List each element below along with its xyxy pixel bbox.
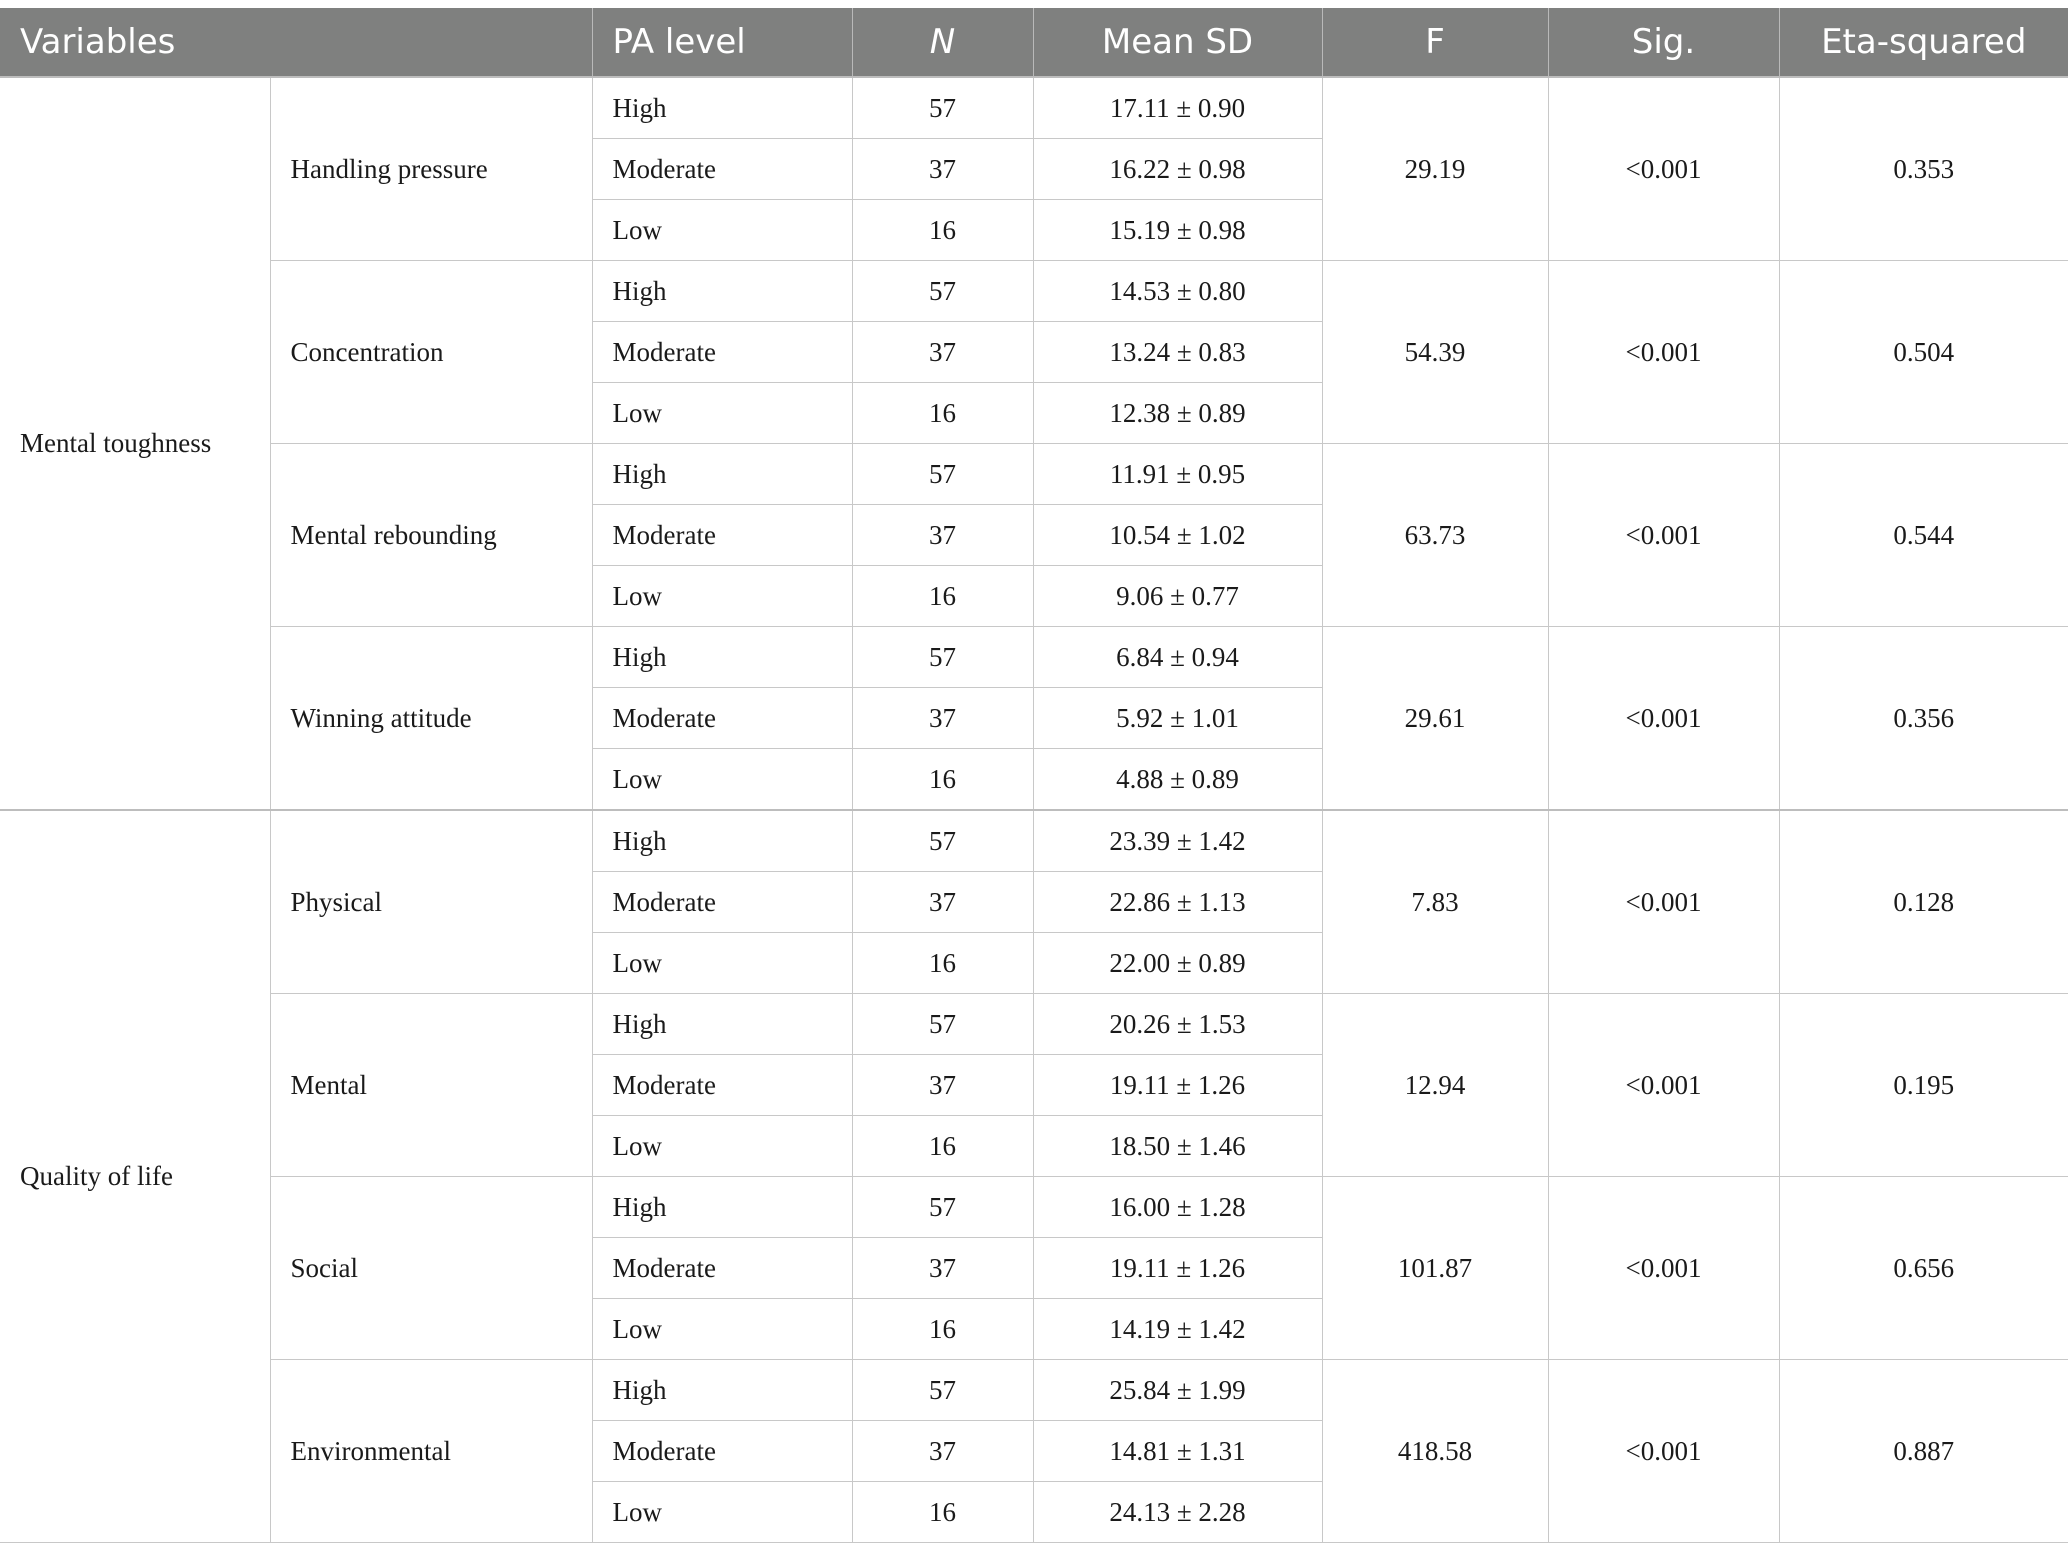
- n-cell: 57: [852, 444, 1033, 505]
- sig-cell: <0.001: [1548, 810, 1779, 994]
- f-cell: 7.83: [1322, 810, 1548, 994]
- n-cell: 37: [852, 1055, 1033, 1116]
- n-cell: 16: [852, 383, 1033, 444]
- table-row: [0, 1360, 2068, 1421]
- subscale-cell: Environmental: [270, 1360, 592, 1543]
- pa-level-cell: Low: [592, 383, 852, 444]
- table-row: [0, 1177, 2068, 1238]
- f-cell: 29.19: [1322, 77, 1548, 261]
- header-mean-sd: Mean SD: [1033, 8, 1322, 77]
- pa-level-cell: Moderate: [592, 1421, 852, 1482]
- mean-sd-cell: 14.53 ± 0.80: [1033, 261, 1322, 322]
- mean-sd-cell: 19.11 ± 1.26: [1033, 1238, 1322, 1299]
- mean-sd-cell: 17.11 ± 0.90: [1033, 77, 1322, 139]
- mean-sd-cell: 16.00 ± 1.28: [1033, 1177, 1322, 1238]
- pa-level-cell: Low: [592, 566, 852, 627]
- table-body: [0, 77, 2068, 1543]
- pa-level-cell: High: [592, 1360, 852, 1421]
- mean-sd-cell: 6.84 ± 0.94: [1033, 627, 1322, 688]
- n-cell: 16: [852, 1299, 1033, 1360]
- header-n: N: [852, 8, 1033, 77]
- variable-cell: Mental toughness: [0, 77, 270, 810]
- eta-cell: 0.544: [1779, 444, 2068, 627]
- sig-cell: <0.001: [1548, 994, 1779, 1177]
- table-row: [0, 444, 2068, 505]
- n-cell: 37: [852, 1421, 1033, 1482]
- sig-cell: <0.001: [1548, 1177, 1779, 1360]
- pa-level-cell: High: [592, 994, 852, 1055]
- pa-level-cell: Low: [592, 200, 852, 261]
- pa-level-cell: Moderate: [592, 688, 852, 749]
- eta-cell: 0.195: [1779, 994, 2068, 1177]
- header-eta-squared: Eta-squared: [1779, 8, 2068, 77]
- f-cell: 63.73: [1322, 444, 1548, 627]
- f-cell: 101.87: [1322, 1177, 1548, 1360]
- variable-cell: Quality of life: [0, 810, 270, 1543]
- subscale-cell: Physical: [270, 810, 592, 994]
- n-cell: 57: [852, 627, 1033, 688]
- subscale-cell: Winning attitude: [270, 627, 592, 811]
- n-cell: 37: [852, 688, 1033, 749]
- n-cell: 37: [852, 139, 1033, 200]
- pa-level-cell: Low: [592, 933, 852, 994]
- pa-level-cell: High: [592, 810, 852, 872]
- eta-cell: 0.353: [1779, 77, 2068, 261]
- header-pa-level: PA level: [592, 8, 852, 77]
- sig-cell: <0.001: [1548, 1360, 1779, 1543]
- pa-level-cell: Moderate: [592, 505, 852, 566]
- pa-level-cell: Moderate: [592, 139, 852, 200]
- eta-cell: 0.128: [1779, 810, 2068, 994]
- pa-level-cell: High: [592, 1177, 852, 1238]
- eta-cell: 0.356: [1779, 627, 2068, 811]
- mean-sd-cell: 18.50 ± 1.46: [1033, 1116, 1322, 1177]
- f-cell: 12.94: [1322, 994, 1548, 1177]
- pa-level-cell: Low: [592, 1116, 852, 1177]
- mean-sd-cell: 5.92 ± 1.01: [1033, 688, 1322, 749]
- mean-sd-cell: 16.22 ± 0.98: [1033, 139, 1322, 200]
- header-f: F: [1322, 8, 1548, 77]
- pa-level-cell: Low: [592, 749, 852, 811]
- mean-sd-cell: 10.54 ± 1.02: [1033, 505, 1322, 566]
- pa-level-cell: High: [592, 444, 852, 505]
- n-cell: 16: [852, 1116, 1033, 1177]
- mean-sd-cell: 19.11 ± 1.26: [1033, 1055, 1322, 1116]
- mean-sd-cell: 11.91 ± 0.95: [1033, 444, 1322, 505]
- mean-sd-cell: 20.26 ± 1.53: [1033, 994, 1322, 1055]
- f-cell: 54.39: [1322, 261, 1548, 444]
- sig-cell: <0.001: [1548, 444, 1779, 627]
- n-cell: 37: [852, 505, 1033, 566]
- mean-sd-cell: 22.00 ± 0.89: [1033, 933, 1322, 994]
- mean-sd-cell: 13.24 ± 0.83: [1033, 322, 1322, 383]
- pa-level-cell: Moderate: [592, 322, 852, 383]
- mean-sd-cell: 14.81 ± 1.31: [1033, 1421, 1322, 1482]
- mean-sd-cell: 4.88 ± 0.89: [1033, 749, 1322, 811]
- subscale-cell: Mental rebounding: [270, 444, 592, 627]
- mean-sd-cell: 14.19 ± 1.42: [1033, 1299, 1322, 1360]
- n-cell: 57: [852, 810, 1033, 872]
- table-row: [0, 994, 2068, 1055]
- mean-sd-cell: 24.13 ± 2.28: [1033, 1482, 1322, 1543]
- pa-level-cell: Moderate: [592, 872, 852, 933]
- mean-sd-cell: 25.84 ± 1.99: [1033, 1360, 1322, 1421]
- n-cell: 37: [852, 1238, 1033, 1299]
- pa-level-cell: Low: [592, 1299, 852, 1360]
- pa-level-cell: High: [592, 77, 852, 139]
- n-cell: 37: [852, 872, 1033, 933]
- eta-cell: 0.887: [1779, 1360, 2068, 1543]
- pa-level-cell: Moderate: [592, 1055, 852, 1116]
- n-cell: 57: [852, 261, 1033, 322]
- n-cell: 57: [852, 77, 1033, 139]
- n-cell: 16: [852, 933, 1033, 994]
- n-cell: 16: [852, 566, 1033, 627]
- eta-cell: 0.504: [1779, 261, 2068, 444]
- pa-level-cell: Low: [592, 1482, 852, 1543]
- results-table: [0, 8, 2068, 1543]
- n-cell: 16: [852, 749, 1033, 811]
- pa-level-cell: High: [592, 261, 852, 322]
- table-row: [0, 627, 2068, 688]
- mean-sd-cell: 23.39 ± 1.42: [1033, 810, 1322, 872]
- sig-cell: <0.001: [1548, 77, 1779, 261]
- subscale-cell: Social: [270, 1177, 592, 1360]
- f-cell: 418.58: [1322, 1360, 1548, 1543]
- pa-level-cell: Moderate: [592, 1238, 852, 1299]
- mean-sd-cell: 12.38 ± 0.89: [1033, 383, 1322, 444]
- eta-cell: 0.656: [1779, 1177, 2068, 1360]
- n-cell: 57: [852, 994, 1033, 1055]
- n-cell: 57: [852, 1360, 1033, 1421]
- n-cell: 16: [852, 200, 1033, 261]
- subscale-cell: Concentration: [270, 261, 592, 444]
- subscale-cell: Mental: [270, 994, 592, 1177]
- n-cell: 37: [852, 322, 1033, 383]
- mean-sd-cell: 15.19 ± 0.98: [1033, 200, 1322, 261]
- header-sig: Sig.: [1548, 8, 1779, 77]
- table-row: [0, 261, 2068, 322]
- sig-cell: <0.001: [1548, 261, 1779, 444]
- table-row: [0, 810, 2068, 872]
- f-cell: 29.61: [1322, 627, 1548, 811]
- header-row: [0, 8, 2068, 77]
- pa-level-cell: High: [592, 627, 852, 688]
- mean-sd-cell: 9.06 ± 0.77: [1033, 566, 1322, 627]
- mean-sd-cell: 22.86 ± 1.13: [1033, 872, 1322, 933]
- subscale-cell: Handling pressure: [270, 77, 592, 261]
- n-cell: 16: [852, 1482, 1033, 1543]
- header-variables: Variables: [0, 8, 592, 77]
- table-row: [0, 77, 2068, 139]
- n-cell: 57: [852, 1177, 1033, 1238]
- sig-cell: <0.001: [1548, 627, 1779, 811]
